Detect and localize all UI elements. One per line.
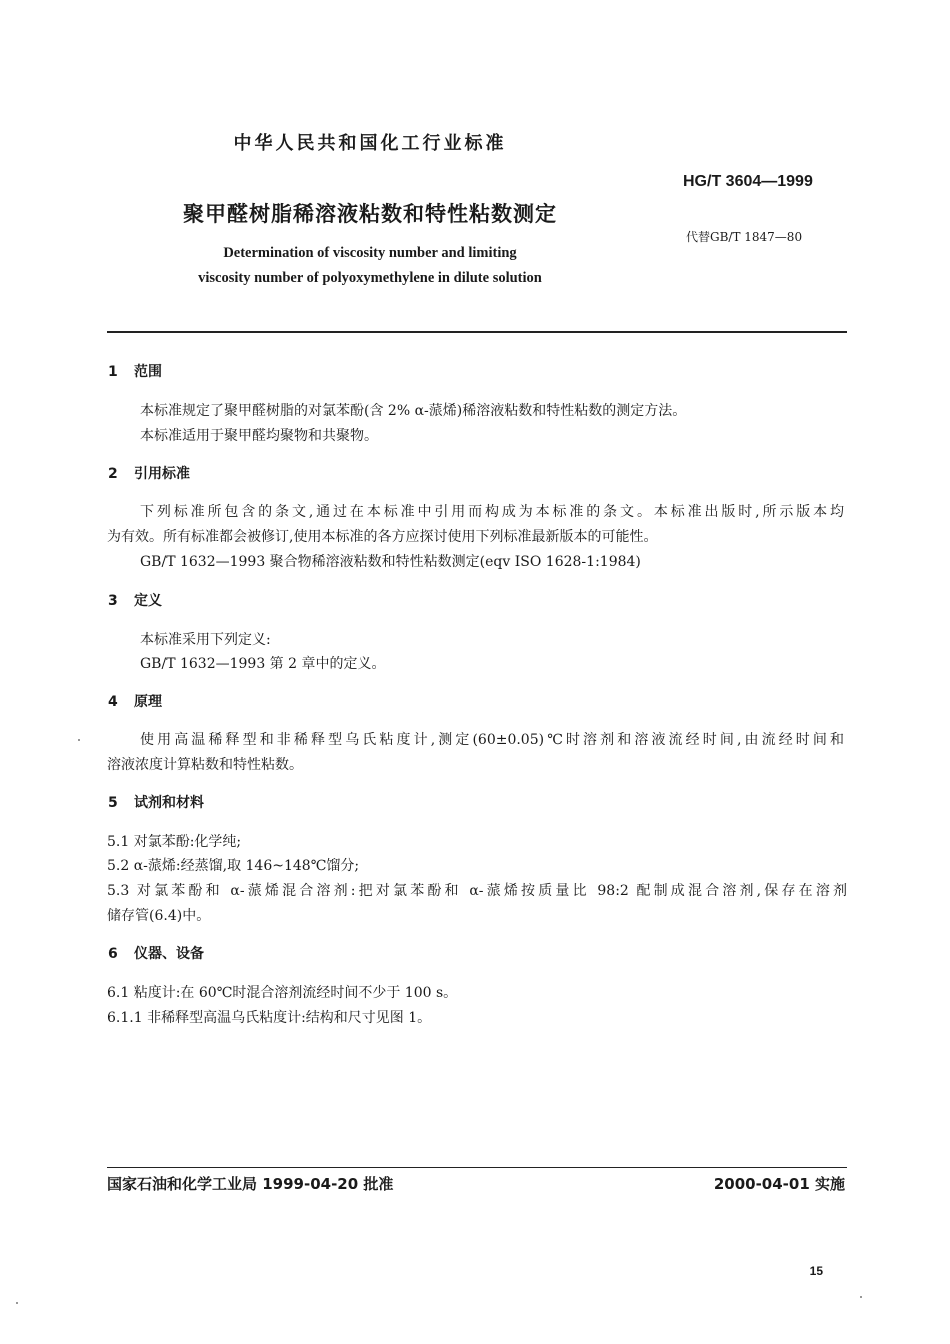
section-number: 3 bbox=[108, 593, 118, 609]
effective-date: 2000-04-01 实施 bbox=[713, 1175, 845, 1193]
section-number: 5 bbox=[108, 795, 118, 811]
replaces-standard: 代替GB/T 1847—80 bbox=[686, 230, 803, 244]
section-number: 4 bbox=[108, 694, 118, 710]
standard-code: HG/T 3604—1999 bbox=[683, 173, 813, 190]
section-title: 范围 bbox=[134, 364, 162, 380]
section-2-paragraph-line2: 为有效。所有标准都会被修订,使用本标准的各方应探讨使用下列标准最新版本的可能性。 bbox=[107, 529, 658, 545]
section-title: 试剂和材料 bbox=[134, 795, 204, 811]
document-title-en-line2: viscosity number of polyoxymethylene in dilute solution bbox=[198, 270, 542, 286]
standard-category-title: 中华人民共和国化工行业标准 bbox=[233, 133, 507, 154]
issuer-approval: 国家石油和化学工业局 1999-04-20 批准 bbox=[107, 1175, 394, 1193]
section-4-paragraph-line2: 溶液浓度计算粘数和特性粘数。 bbox=[107, 757, 303, 773]
section-5-item-1: 5.1 对氯苯酚:化学纯; bbox=[107, 834, 242, 850]
section-5-item-2: 5.2 α-蒎烯:经蒸馏,取 146~148℃馏分; bbox=[107, 858, 360, 874]
scan-speck bbox=[16, 1302, 18, 1304]
section-6-item-1: 6.1 粘度计:在 60℃时混合溶剂流经时间不少于 100 s。 bbox=[107, 985, 458, 1001]
section-title: 定义 bbox=[134, 593, 162, 609]
section-3-heading bbox=[108, 590, 162, 610]
section-5-item-3-line2: 储存管(6.4)中。 bbox=[107, 908, 211, 924]
scan-speck bbox=[78, 739, 80, 741]
document-title-cn: 聚甲醛树脂稀溶液粘数和特性粘数测定 bbox=[183, 202, 557, 226]
section-3-paragraph-1: 本标准采用下列定义: bbox=[140, 632, 271, 648]
section-5-heading bbox=[108, 792, 204, 812]
header-rule bbox=[107, 331, 847, 333]
scan-speck bbox=[860, 1296, 862, 1298]
section-6-heading bbox=[108, 943, 204, 963]
section-title: 引用标准 bbox=[134, 466, 190, 482]
section-title: 原理 bbox=[134, 694, 162, 710]
section-1-paragraph-1: 本标准规定了聚甲醛树脂的对氯苯酚(含 2% α-蒎烯)稀溶液粘数和特性粘数的测定方法。 bbox=[140, 403, 687, 419]
section-2-reference: GB/T 1632—1993 聚合物稀溶液粘数和特性粘数测定(eqv ISO 1628-1:1984) bbox=[140, 554, 641, 570]
section-number: 1 bbox=[108, 364, 118, 380]
section-4-heading bbox=[108, 691, 162, 711]
section-title: 仪器、设备 bbox=[134, 946, 204, 962]
document-title-en-line1: Determination of viscosity number and limiting bbox=[223, 245, 517, 261]
page-number: 15 bbox=[809, 1264, 823, 1278]
section-number: 6 bbox=[108, 946, 118, 962]
section-3-paragraph-2: GB/T 1632—1993 第 2 章中的定义。 bbox=[140, 656, 386, 672]
section-6-item-2: 6.1.1 非稀释型高温乌氏粘度计:结构和尺寸见图 1。 bbox=[107, 1010, 432, 1026]
section-2-heading bbox=[108, 463, 190, 483]
section-1-paragraph-2: 本标准适用于聚甲醛均聚物和共聚物。 bbox=[140, 428, 378, 444]
section-1-heading bbox=[108, 361, 162, 381]
footer-rule bbox=[107, 1167, 847, 1168]
section-5-item-3-line1: 5.3 对氯苯酚和 α-蒎烯混合溶剂:把对氯苯酚和 α-蒎烯按质量比 98:2 配制成混合溶剂,保存在溶剂 bbox=[107, 883, 847, 899]
section-number: 2 bbox=[108, 466, 118, 482]
section-4-paragraph-line1: 使用高温稀释型和非稀释型乌氏粘度计,测定(60±0.05)℃时溶剂和溶液流经时间,由流经时间和 bbox=[140, 732, 844, 748]
section-2-paragraph-line1: 下列标准所包含的条文,通过在本标准中引用而构成为本标准的条文。本标准出版时,所示版本均 bbox=[140, 504, 844, 520]
